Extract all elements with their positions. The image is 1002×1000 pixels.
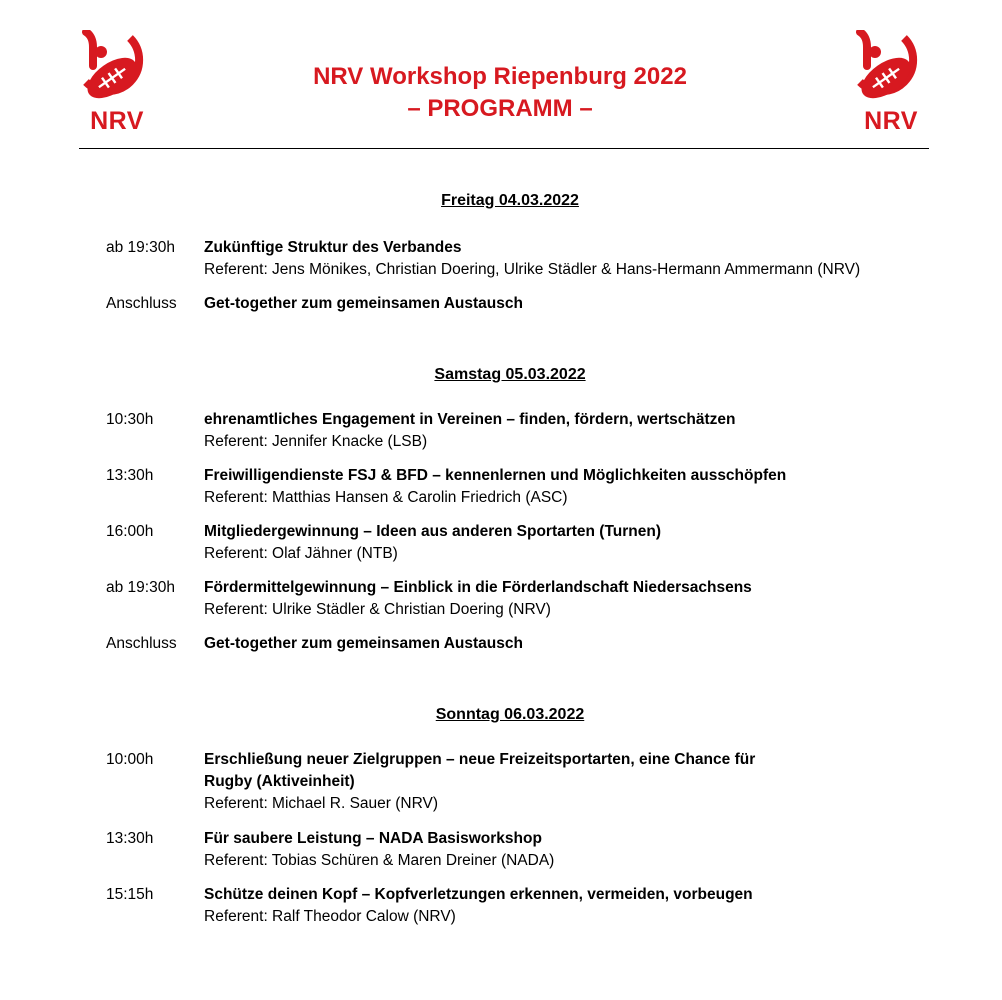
entry-time: 15:15h [106,886,154,903]
day-heading-friday: Freitag 04.03.2022 [441,192,579,209]
nrv-logo-left [78,30,156,134]
program-entry [106,884,966,928]
program-entry [106,828,966,872]
entry-topic: Mitgliedergewinnung – Ideen aus anderen Sportarten (Turnen) [204,523,662,540]
rugby-ball-logo-icon [852,30,930,102]
entry-speaker: Referent: Olaf Jähner (NTB) [204,545,398,562]
entry-time: Anschluss [106,635,177,652]
program-entry [106,577,966,621]
program-entry [106,237,966,281]
page-subtitle: – PROGRAMM – [407,95,593,122]
page-title: NRV Workshop Riepenburg 2022 [313,63,687,90]
entry-topic: Für saubere Leistung – NADA Basisworkshop [204,830,542,847]
entry-speaker: Referent: Jens Mönikes, Christian Doering, Ulrike Städler & Hans-Hermann Ammermann (NRV) [204,261,861,278]
entry-time: 13:30h [106,830,154,847]
program-entry [106,633,966,655]
entry-speaker: Referent: Tobias Schüren & Maren Dreiner (NADA) [204,852,555,869]
entry-speaker: Referent: Jennifer Knacke (LSB) [204,433,428,450]
nrv-logo-right [852,30,930,134]
day-heading-saturday: Samstag 05.03.2022 [434,366,586,383]
entry-speaker: Referent: Matthias Hansen & Carolin Friedrich (ASC) [204,489,568,506]
entry-topic: Freiwilligendienste FSJ & BFD – kennenlernen und Möglichkeiten ausschöpfen [204,467,787,484]
entry-time: 16:00h [106,523,154,540]
program-entry [106,521,966,565]
entry-time: 13:30h [106,467,154,484]
entry-topic-continued: Rugby (Aktiveinheit) [204,773,355,790]
logo-text: NRV [90,107,144,135]
entry-topic: ehrenamtliches Engagement in Vereinen – finden, fördern, wertschätzen [204,411,736,428]
entry-speaker: Referent: Ralf Theodor Calow (NRV) [204,908,456,925]
entry-speaker: Referent: Ulrike Städler & Christian Doering (NRV) [204,601,551,618]
logo-text: NRV [864,107,918,135]
rugby-ball-logo-icon [78,30,156,102]
entry-topic: Erschließung neuer Zielgruppen – neue Freizeitsportarten, eine Chance für [204,751,756,768]
entry-topic: Schütze deinen Kopf – Kopfverletzungen erkennen, vermeiden, vorbeugen [204,886,753,903]
entry-topic: Zukünftige Struktur des Verbandes [204,239,462,256]
entry-time: 10:30h [106,411,154,428]
program-entry [106,749,966,815]
entry-time: Anschluss [106,295,177,312]
entry-time: 10:00h [106,751,154,768]
day-heading-sunday: Sonntag 06.03.2022 [435,706,585,723]
entry-speaker: Referent: Michael R. Sauer (NRV) [204,795,439,812]
program-entry [106,293,966,315]
entry-topic: Get-together zum gemeinsamen Austausch [204,295,523,312]
program-entry [106,465,966,509]
header-divider [79,148,929,149]
entry-time: ab 19:30h [106,579,175,596]
entry-time: ab 19:30h [106,239,175,256]
entry-topic: Fördermittelgewinnung – Einblick in die Förderlandschaft Niedersachsens [204,579,752,596]
entry-topic: Get-together zum gemeinsamen Austausch [204,635,523,652]
program-entry [106,409,966,453]
